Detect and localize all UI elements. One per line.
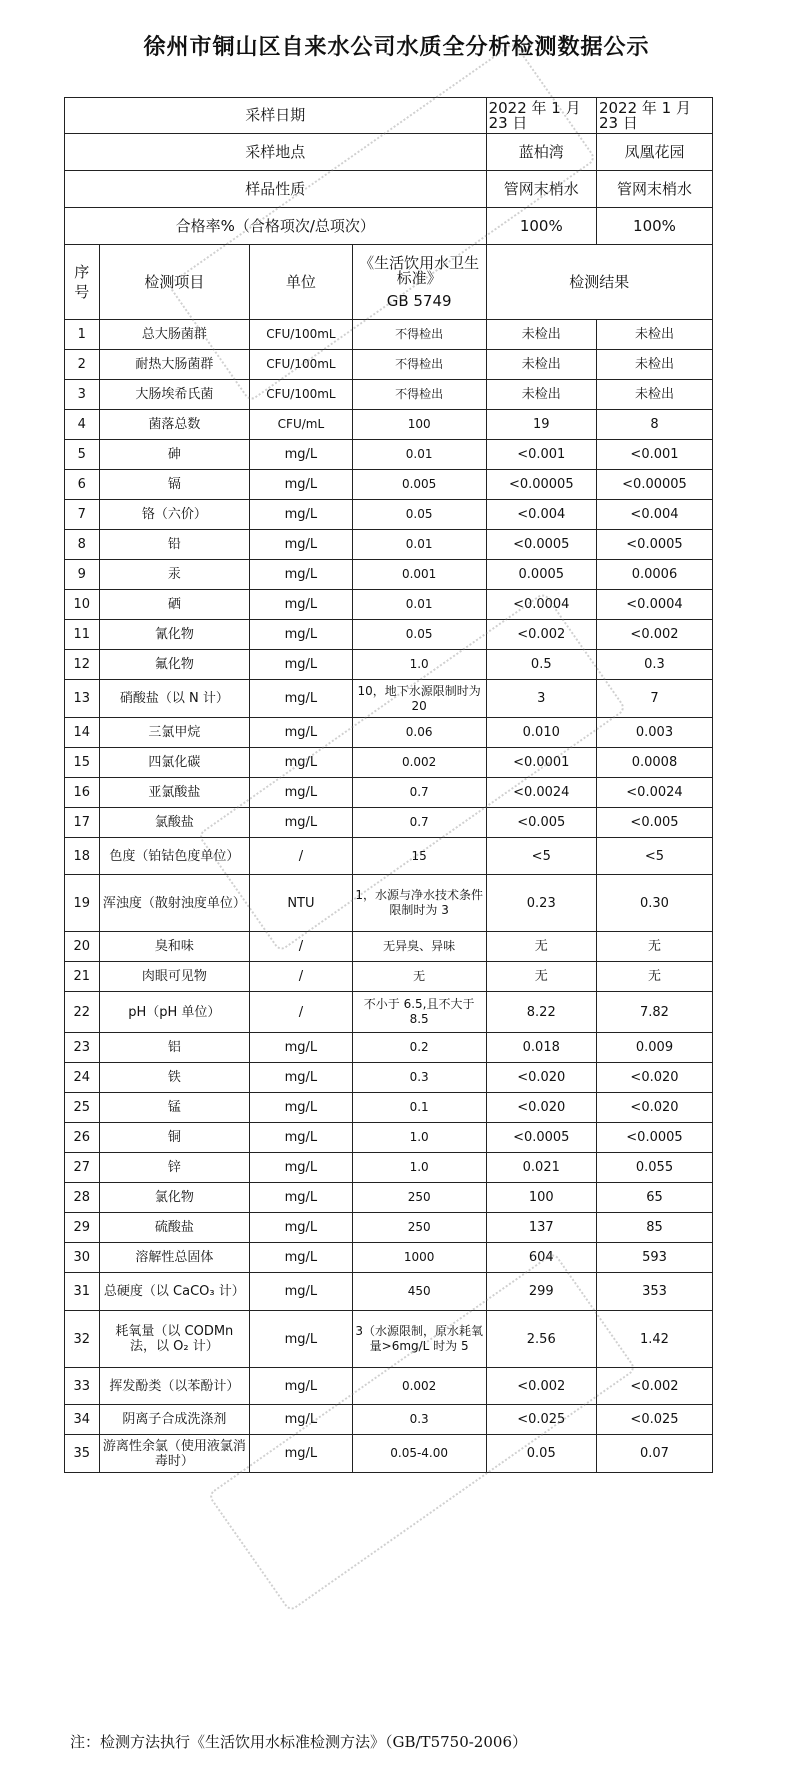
result-site-1: <0.020	[486, 1063, 596, 1093]
table-row	[65, 962, 713, 992]
row-number: 6	[65, 470, 100, 500]
sample-site-row	[65, 134, 713, 171]
sample-date-label: 采样日期	[65, 98, 487, 134]
standard-limit: 10，地下水源限制时为 20	[352, 680, 486, 718]
row-number: 33	[65, 1368, 100, 1405]
test-item: 铁	[99, 1063, 250, 1093]
sample-date-2: 2022 年 1 月 23 日	[596, 98, 712, 134]
row-number: 16	[65, 778, 100, 808]
standard-limit: 1，水源与净水技术条件限制时为 3	[352, 875, 486, 932]
sample-type-1: 管网末梢水	[486, 171, 596, 208]
result-site-2: 0.009	[596, 1033, 712, 1063]
result-site-2: 7.82	[596, 992, 712, 1033]
standard-limit: 不小于 6.5,且不大于 8.5	[352, 992, 486, 1033]
result-site-1: <0.001	[486, 440, 596, 470]
table-row	[65, 1063, 713, 1093]
column-standard	[352, 245, 486, 320]
standard-limit: 0.05	[352, 620, 486, 650]
test-item: 砷	[99, 440, 250, 470]
row-number: 22	[65, 992, 100, 1033]
result-site-1: <0.0005	[486, 530, 596, 560]
row-number: 28	[65, 1183, 100, 1213]
unit: /	[250, 992, 353, 1033]
result-site-1: 0.23	[486, 875, 596, 932]
result-site-1: 299	[486, 1273, 596, 1311]
result-site-2: <0.020	[596, 1093, 712, 1123]
sample-site-label: 采样地点	[65, 134, 487, 171]
result-site-2: <0.025	[596, 1405, 712, 1435]
test-item: 游离性余氯（使用液氯消毒时）	[99, 1435, 250, 1473]
result-site-2: <0.002	[596, 620, 712, 650]
table-row	[65, 838, 713, 875]
table-row	[65, 380, 713, 410]
table-row	[65, 748, 713, 778]
row-number: 29	[65, 1213, 100, 1243]
row-number: 13	[65, 680, 100, 718]
unit: mg/L	[250, 590, 353, 620]
result-site-1: 19	[486, 410, 596, 440]
test-item: 氟化物	[99, 650, 250, 680]
column-standard-code: GB 5749	[386, 291, 452, 310]
sample-date-1: 2022 年 1 月 23 日	[486, 98, 596, 134]
standard-limit: 0.1	[352, 1093, 486, 1123]
table-row	[65, 1033, 713, 1063]
row-number: 27	[65, 1153, 100, 1183]
table-row	[65, 1368, 713, 1405]
row-number: 10	[65, 590, 100, 620]
row-number: 12	[65, 650, 100, 680]
row-number: 3	[65, 380, 100, 410]
result-site-1: 8.22	[486, 992, 596, 1033]
test-item: 菌落总数	[99, 410, 250, 440]
result-site-2: 0.3	[596, 650, 712, 680]
unit: /	[250, 838, 353, 875]
table-row	[65, 778, 713, 808]
pass-rate-label: 合格率%（合格项次/总项次）	[65, 208, 487, 245]
unit: mg/L	[250, 620, 353, 650]
result-site-2: <5	[596, 838, 712, 875]
standard-limit: 0.06	[352, 718, 486, 748]
unit: mg/L	[250, 440, 353, 470]
standard-limit: 不得检出	[352, 380, 486, 410]
standard-limit: 0.2	[352, 1033, 486, 1063]
result-site-2: 7	[596, 680, 712, 718]
standard-limit: 0.005	[352, 470, 486, 500]
row-number: 15	[65, 748, 100, 778]
table-row	[65, 530, 713, 560]
result-site-1: <0.002	[486, 620, 596, 650]
row-number: 24	[65, 1063, 100, 1093]
test-item: 挥发酚类（以苯酚计）	[99, 1368, 250, 1405]
standard-limit: 0.002	[352, 1368, 486, 1405]
test-item: 铜	[99, 1123, 250, 1153]
table-row	[65, 875, 713, 932]
sample-type-2: 管网末梢水	[596, 171, 712, 208]
standard-limit: 0.001	[352, 560, 486, 590]
test-item: pH（pH 单位）	[99, 992, 250, 1033]
table-row	[65, 350, 713, 380]
table-row	[65, 470, 713, 500]
result-site-2: 0.003	[596, 718, 712, 748]
unit: mg/L	[250, 1243, 353, 1273]
row-number: 19	[65, 875, 100, 932]
standard-limit: 0.7	[352, 808, 486, 838]
result-site-2: 1.42	[596, 1311, 712, 1368]
standard-limit: 0.3	[352, 1063, 486, 1093]
row-number: 31	[65, 1273, 100, 1311]
row-number: 5	[65, 440, 100, 470]
table-row	[65, 410, 713, 440]
standard-limit: 100	[352, 410, 486, 440]
result-site-2: 无	[596, 932, 712, 962]
unit: mg/L	[250, 470, 353, 500]
page-title: 徐州市铜山区自来水公司水质全分析检测数据公示	[143, 34, 650, 60]
standard-limit: 0.05	[352, 500, 486, 530]
column-header-row	[65, 245, 713, 320]
table-row	[65, 320, 713, 350]
table-row	[65, 590, 713, 620]
standard-limit: 0.05-4.00	[352, 1435, 486, 1473]
table-row	[65, 1153, 713, 1183]
result-site-2: <0.001	[596, 440, 712, 470]
unit: CFU/mL	[250, 410, 353, 440]
pass-rate-1: 100%	[486, 208, 596, 245]
result-site-1: 137	[486, 1213, 596, 1243]
table-row	[65, 1273, 713, 1311]
result-site-2: <0.0024	[596, 778, 712, 808]
row-number: 26	[65, 1123, 100, 1153]
table-row	[65, 500, 713, 530]
standard-limit: 无异臭、异味	[352, 932, 486, 962]
unit: /	[250, 932, 353, 962]
row-number: 7	[65, 500, 100, 530]
result-site-1: 无	[486, 962, 596, 992]
standard-limit: 不得检出	[352, 350, 486, 380]
table-row	[65, 1243, 713, 1273]
unit: mg/L	[250, 560, 353, 590]
test-item: 四氯化碳	[99, 748, 250, 778]
result-site-1: 604	[486, 1243, 596, 1273]
test-item: 耗氧量（以 CODMn 法，以 O₂ 计）	[99, 1311, 250, 1368]
test-item: 锌	[99, 1153, 250, 1183]
test-item: 阴离子合成洗涤剂	[99, 1405, 250, 1435]
unit: mg/L	[250, 1273, 353, 1311]
row-number: 4	[65, 410, 100, 440]
row-number: 34	[65, 1405, 100, 1435]
result-site-1: <0.0005	[486, 1123, 596, 1153]
column-item: 检测项目	[99, 245, 250, 320]
sample-site-2: 凤凰花园	[596, 134, 712, 171]
result-site-1: 未检出	[486, 320, 596, 350]
test-item: 肉眼可见物	[99, 962, 250, 992]
unit: CFU/100mL	[250, 380, 353, 410]
unit: mg/L	[250, 1063, 353, 1093]
row-number: 14	[65, 718, 100, 748]
row-number: 25	[65, 1093, 100, 1123]
table-row	[65, 560, 713, 590]
standard-limit: 1.0	[352, 650, 486, 680]
table-row	[65, 1183, 713, 1213]
row-number: 11	[65, 620, 100, 650]
table-row	[65, 808, 713, 838]
row-number: 8	[65, 530, 100, 560]
test-item: 硒	[99, 590, 250, 620]
result-site-2: 未检出	[596, 350, 712, 380]
unit: mg/L	[250, 1153, 353, 1183]
test-item: 总大肠菌群	[99, 320, 250, 350]
result-site-2: 0.055	[596, 1153, 712, 1183]
unit: mg/L	[250, 1435, 353, 1473]
test-item: 氯酸盐	[99, 808, 250, 838]
result-site-1: 0.021	[486, 1153, 596, 1183]
result-site-2: <0.0005	[596, 530, 712, 560]
table-row	[65, 1123, 713, 1153]
result-site-2: 0.07	[596, 1435, 712, 1473]
test-item: 镉	[99, 470, 250, 500]
result-site-1: <0.005	[486, 808, 596, 838]
test-item: 三氯甲烷	[99, 718, 250, 748]
result-site-2: <0.00005	[596, 470, 712, 500]
table-row	[65, 932, 713, 962]
unit: mg/L	[250, 500, 353, 530]
result-site-1: <0.025	[486, 1405, 596, 1435]
row-number: 23	[65, 1033, 100, 1063]
standard-limit: 0.3	[352, 1405, 486, 1435]
result-site-1: 3	[486, 680, 596, 718]
table-row	[65, 992, 713, 1033]
test-item: 总硬度（以 CaCO₃ 计）	[99, 1273, 250, 1311]
test-item: 铅	[99, 530, 250, 560]
result-site-1: <0.002	[486, 1368, 596, 1405]
result-site-2: <0.002	[596, 1368, 712, 1405]
result-site-1: 未检出	[486, 350, 596, 380]
result-site-2: <0.020	[596, 1063, 712, 1093]
result-site-2: 8	[596, 410, 712, 440]
result-site-1: <0.0024	[486, 778, 596, 808]
unit: mg/L	[250, 808, 353, 838]
row-number: 30	[65, 1243, 100, 1273]
test-item: 锰	[99, 1093, 250, 1123]
pass-rate-row	[65, 208, 713, 245]
result-site-1: 无	[486, 932, 596, 962]
test-item: 汞	[99, 560, 250, 590]
sample-type-row	[65, 171, 713, 208]
result-site-1: 未检出	[486, 380, 596, 410]
unit: /	[250, 962, 353, 992]
row-number: 21	[65, 962, 100, 992]
test-item: 氯化物	[99, 1183, 250, 1213]
unit: mg/L	[250, 1405, 353, 1435]
result-site-2: 0.30	[596, 875, 712, 932]
result-site-2: 0.0008	[596, 748, 712, 778]
standard-limit: 0.01	[352, 530, 486, 560]
result-site-2: <0.0005	[596, 1123, 712, 1153]
result-site-2: <0.005	[596, 808, 712, 838]
table-row	[65, 1435, 713, 1473]
standard-limit: 0.002	[352, 748, 486, 778]
unit: CFU/100mL	[250, 320, 353, 350]
result-site-2: 593	[596, 1243, 712, 1273]
standard-limit: 450	[352, 1273, 486, 1311]
table-row	[65, 1213, 713, 1243]
method-note: 注：检测方法执行《生活饮用水标准检测方法》（GB/T5750-2006）	[70, 1733, 527, 1751]
unit: mg/L	[250, 778, 353, 808]
unit: mg/L	[250, 1123, 353, 1153]
row-number: 17	[65, 808, 100, 838]
test-item: 大肠埃希氏菌	[99, 380, 250, 410]
test-item: 硫酸盐	[99, 1213, 250, 1243]
column-seq: 序号	[65, 245, 100, 320]
result-site-1: 0.0005	[486, 560, 596, 590]
result-site-1: <0.0001	[486, 748, 596, 778]
test-item: 臭和味	[99, 932, 250, 962]
standard-limit: 0.7	[352, 778, 486, 808]
row-number: 18	[65, 838, 100, 875]
result-site-2: 0.0006	[596, 560, 712, 590]
table-row	[65, 1311, 713, 1368]
column-unit: 单位	[250, 245, 353, 320]
row-number: 20	[65, 932, 100, 962]
result-site-2: 无	[596, 962, 712, 992]
table-row	[65, 440, 713, 470]
table-row	[65, 620, 713, 650]
test-item: 铝	[99, 1033, 250, 1063]
result-site-1: 0.018	[486, 1033, 596, 1063]
standard-limit: 0.01	[352, 590, 486, 620]
sample-type-label: 样品性质	[65, 171, 487, 208]
unit: mg/L	[250, 1213, 353, 1243]
result-site-1: 100	[486, 1183, 596, 1213]
unit: mg/L	[250, 1183, 353, 1213]
standard-limit: 250	[352, 1213, 486, 1243]
table-row	[65, 1093, 713, 1123]
test-item: 铬（六价）	[99, 500, 250, 530]
water-quality-table	[64, 97, 713, 1473]
test-item: 浑浊度（散射浊度单位）	[99, 875, 250, 932]
result-site-2: 85	[596, 1213, 712, 1243]
standard-limit: 3（水源限制，原水耗氧量>6mg/L 时为 5	[352, 1311, 486, 1368]
standard-limit: 0.01	[352, 440, 486, 470]
row-number: 1	[65, 320, 100, 350]
unit: mg/L	[250, 1311, 353, 1368]
result-site-1: <0.0004	[486, 590, 596, 620]
result-site-1: <0.020	[486, 1093, 596, 1123]
result-site-1: 0.05	[486, 1435, 596, 1473]
table-row	[65, 718, 713, 748]
table-row	[65, 1405, 713, 1435]
result-site-2: <0.0004	[596, 590, 712, 620]
test-item: 硝酸盐（以 N 计）	[99, 680, 250, 718]
table-row	[65, 650, 713, 680]
unit: mg/L	[250, 530, 353, 560]
pass-rate-2: 100%	[596, 208, 712, 245]
result-site-1: 2.56	[486, 1311, 596, 1368]
row-number: 9	[65, 560, 100, 590]
result-site-1: <0.00005	[486, 470, 596, 500]
result-site-1: <5	[486, 838, 596, 875]
result-site-2: 未检出	[596, 380, 712, 410]
unit: mg/L	[250, 1033, 353, 1063]
standard-limit: 250	[352, 1183, 486, 1213]
result-site-1: <0.004	[486, 500, 596, 530]
result-site-2: <0.004	[596, 500, 712, 530]
sample-site-1: 蓝柏湾	[486, 134, 596, 171]
standard-limit: 1000	[352, 1243, 486, 1273]
unit: mg/L	[250, 680, 353, 718]
result-site-2: 353	[596, 1273, 712, 1311]
unit: CFU/100mL	[250, 350, 353, 380]
result-site-1: 0.010	[486, 718, 596, 748]
test-item: 耐热大肠菌群	[99, 350, 250, 380]
column-standard-title: 《生活饮用水卫生标准》	[359, 253, 480, 287]
unit: mg/L	[250, 718, 353, 748]
standard-limit: 不得检出	[352, 320, 486, 350]
result-site-1: 0.5	[486, 650, 596, 680]
unit: mg/L	[250, 1368, 353, 1405]
test-item: 亚氯酸盐	[99, 778, 250, 808]
test-item: 氰化物	[99, 620, 250, 650]
row-number: 35	[65, 1435, 100, 1473]
column-results: 检测结果	[486, 245, 712, 320]
standard-limit: 无	[352, 962, 486, 992]
sample-date-row	[65, 98, 713, 134]
table-row	[65, 680, 713, 718]
result-site-2: 65	[596, 1183, 712, 1213]
standard-limit: 1.0	[352, 1123, 486, 1153]
row-number: 32	[65, 1311, 100, 1368]
standard-limit: 1.0	[352, 1153, 486, 1183]
standard-limit: 15	[352, 838, 486, 875]
row-number: 2	[65, 350, 100, 380]
unit: mg/L	[250, 1093, 353, 1123]
test-item: 色度（铂钴色度单位）	[99, 838, 250, 875]
result-site-2: 未检出	[596, 320, 712, 350]
unit: mg/L	[250, 650, 353, 680]
unit: mg/L	[250, 748, 353, 778]
unit: NTU	[250, 875, 353, 932]
test-item: 溶解性总固体	[99, 1243, 250, 1273]
